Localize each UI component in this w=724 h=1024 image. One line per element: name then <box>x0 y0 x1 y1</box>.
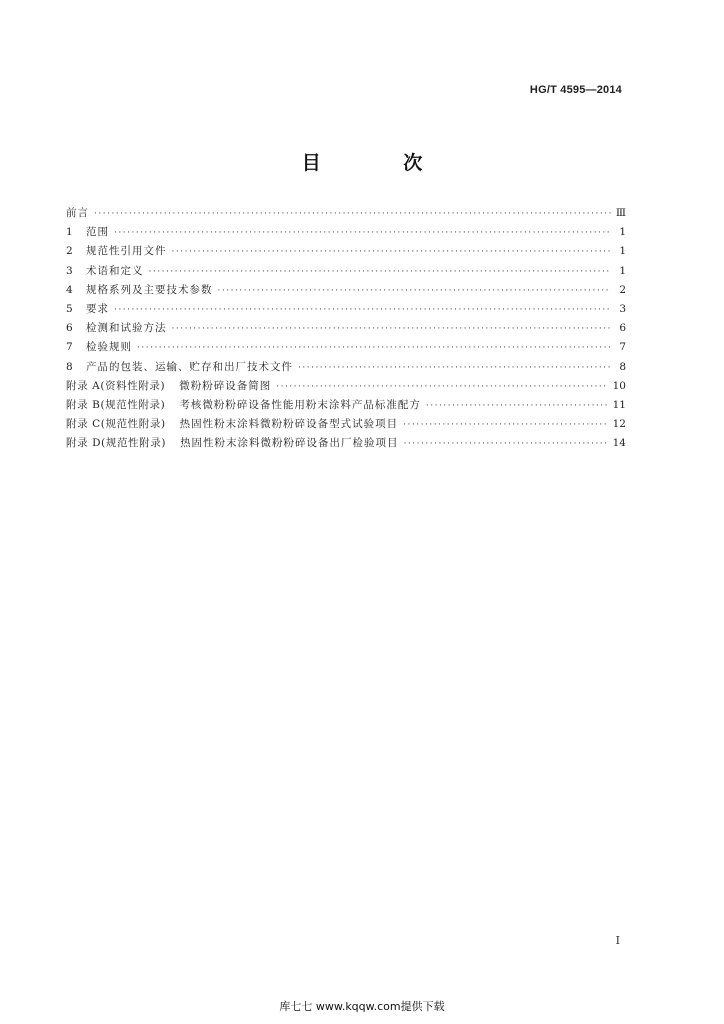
toc-entry-label: 要求 <box>86 302 109 315</box>
standard-code: HG/T 4595—2014 <box>529 84 622 96</box>
toc-entry-number: 4 <box>66 283 73 296</box>
toc-leader-dots <box>172 320 612 339</box>
annex-label: 附录 B(规范性附录) <box>66 398 166 411</box>
toc-entry-annex-c[interactable] <box>66 415 626 434</box>
annex-label: 附录 C(规范性附录) <box>66 418 166 431</box>
toc-entry-label: 检测和试验方法 <box>86 322 167 335</box>
toc-entry-annex-a[interactable] <box>66 377 626 396</box>
toc-entry-annex-d[interactable] <box>66 434 626 453</box>
toc-entry-label: 规格系列及主要技术参数 <box>86 283 213 296</box>
toc-entry-number: 5 <box>66 302 73 315</box>
annex-title: 考核微粉粉碎设备性能用粉末涂料产品标准配方 <box>179 398 421 411</box>
annex-title: 热固性粉末涂料微粉粉碎设备出厂检验项目 <box>180 437 399 450</box>
toc-entry-page: Ⅲ <box>615 207 626 219</box>
toc-entry-page: 14 <box>612 437 626 450</box>
toc-entry-5[interactable] <box>66 300 626 319</box>
toc-leader-dots <box>172 243 612 262</box>
toc-entry-label: 术语和定义 <box>86 264 144 277</box>
toc-entry-page: 7 <box>619 341 626 354</box>
toc-leader-dots <box>137 339 611 358</box>
toc-leader-dots <box>218 282 612 301</box>
toc-entry-label: 范围 <box>86 226 109 239</box>
toc-entry-label: 产品的包装、运输、贮存和出厂技术文件 <box>86 360 293 373</box>
download-footer: 库七七 www.kqqw.com提供下载 <box>279 1000 445 1013</box>
annex-label: 附录 A(资料性附录) <box>66 379 166 392</box>
toc-entry-1[interactable] <box>66 223 626 242</box>
toc-entry-foreword[interactable] <box>66 204 626 223</box>
table-of-contents <box>66 204 626 453</box>
toc-entry-annex-b[interactable] <box>66 396 626 415</box>
toc-leader-dots <box>114 224 611 243</box>
annex-label: 附录 D(规范性附录) <box>66 437 167 450</box>
toc-entry-label: 前言 <box>66 207 89 219</box>
toc-entry-page: 8 <box>619 360 626 373</box>
toc-entry-2[interactable] <box>66 242 626 261</box>
toc-entry-page: 6 <box>619 322 626 335</box>
toc-entry-page: 2 <box>619 283 626 296</box>
toc-leader-dots <box>276 378 607 397</box>
annex-title: 热固性粉末涂料微粉粉碎设备型式试验项目 <box>179 418 399 431</box>
toc-leader-dots <box>426 397 608 416</box>
toc-entry-4[interactable] <box>66 281 626 300</box>
toc-entry-6[interactable] <box>66 319 626 338</box>
annex-title: 微粉粉碎设备简图 <box>179 379 272 392</box>
toc-entry-page: 3 <box>619 302 626 315</box>
toc-entry-label: 规范性引用文件 <box>86 245 167 258</box>
toc-entry-page: 11 <box>612 398 626 411</box>
toc-entry-number: 1 <box>66 226 73 239</box>
toc-leader-dots <box>403 416 607 435</box>
toc-entry-number: 3 <box>66 264 73 277</box>
toc-leader-dots <box>298 359 611 378</box>
toc-entry-number: 2 <box>66 245 73 258</box>
toc-entry-number: 7 <box>66 341 73 354</box>
toc-entry-page: 1 <box>619 226 626 239</box>
toc-leader-dots <box>404 435 608 454</box>
toc-entry-3[interactable] <box>66 262 626 281</box>
toc-entry-page: 12 <box>612 418 626 431</box>
toc-entry-page: 10 <box>612 379 626 392</box>
page-title: 目 次 <box>301 152 461 174</box>
toc-entry-page: 1 <box>619 245 626 258</box>
toc-entry-8[interactable] <box>66 358 626 377</box>
page-number: I <box>615 934 620 947</box>
toc-leader-dots <box>94 205 611 224</box>
toc-entry-number: 8 <box>66 360 73 373</box>
toc-leader-dots <box>114 301 611 320</box>
toc-entry-page: 1 <box>619 264 626 277</box>
toc-entry-label: 检验规则 <box>86 341 132 354</box>
toc-entry-7[interactable] <box>66 338 626 357</box>
toc-entry-number: 6 <box>66 322 73 335</box>
toc-leader-dots <box>149 263 612 282</box>
